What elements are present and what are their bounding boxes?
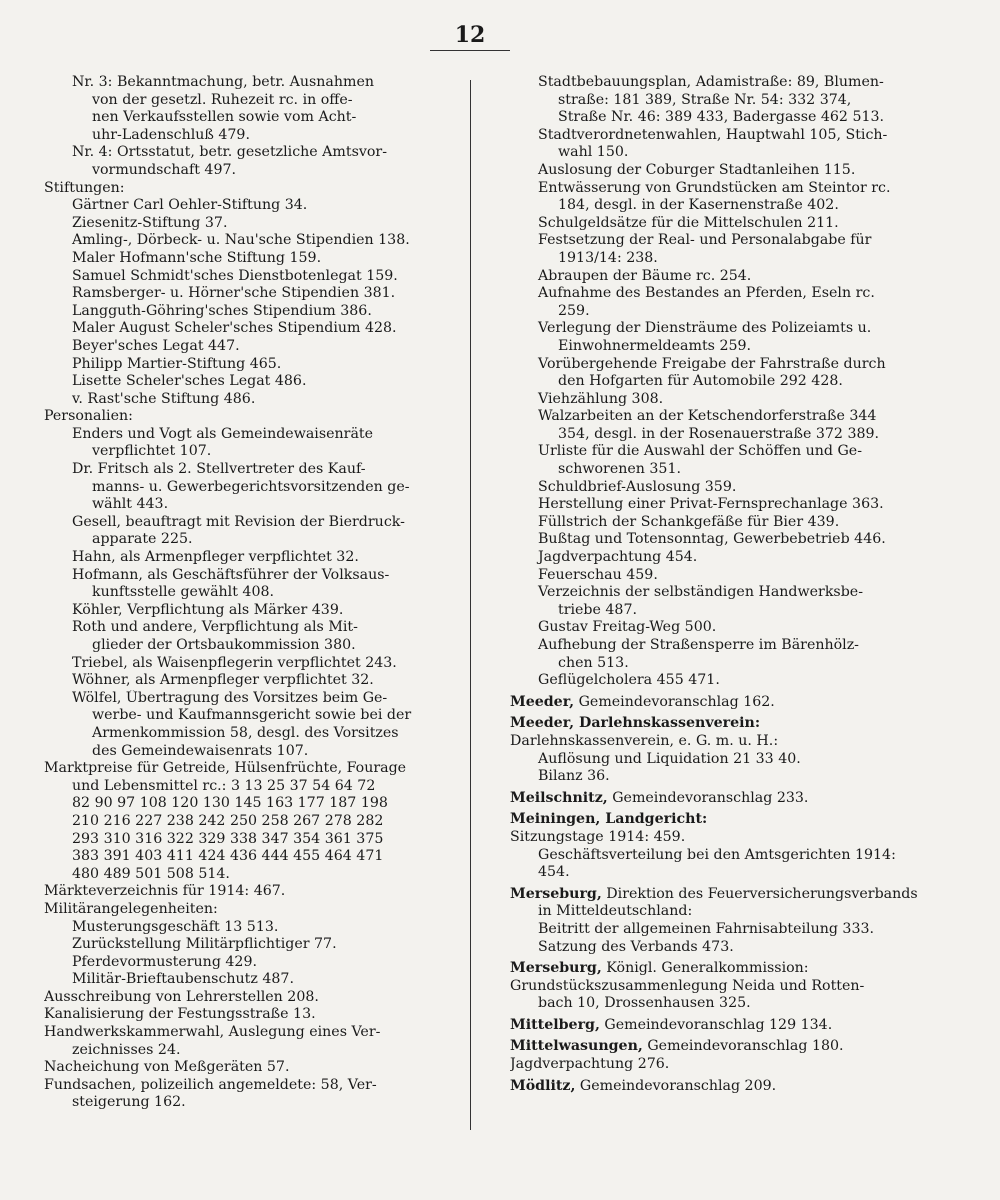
index-heading-rest: Gemeindevoranschlag 233. bbox=[607, 789, 809, 806]
index-line: Verlegung der Diensträume des Polizeiamts u. bbox=[538, 320, 872, 337]
left-column bbox=[44, 74, 456, 1112]
index-line: Enders und Vogt als Gemeindewaisenräte bbox=[72, 425, 373, 442]
index-line: Gesell, beauftragt mit Revision der Bierdruck- bbox=[72, 513, 405, 530]
index-line: 184, desgl. in der Kasernenstraße 402. bbox=[558, 197, 839, 214]
index-line: manns- u. Gewerbegerichtsvorsitzenden ge- bbox=[92, 478, 410, 495]
index-line: Musterungsgeschäft 13 513. bbox=[72, 918, 279, 935]
index-line: glieder der Ortsbaukommission 380. bbox=[92, 637, 356, 653]
index-heading: Meiningen, Landgericht: bbox=[510, 811, 708, 828]
index-line: Amling-, Dörbeck- u. Nau'sche Stipendien 138. bbox=[72, 232, 410, 249]
index-line: Märkteverzeichnis für 1914: 467. bbox=[44, 883, 286, 900]
index-line: Auslosung der Coburger Stadtanleihen 115. bbox=[538, 161, 856, 178]
index-heading: Merseburg, bbox=[510, 885, 602, 902]
index-line: Beitritt der allgemeinen Fahrnisabteilung 333. bbox=[538, 920, 875, 937]
right-column bbox=[510, 74, 930, 1095]
index-heading-rest: Direktion des Feuerversicherungsverbands bbox=[601, 885, 918, 902]
index-line: triebe 487. bbox=[558, 601, 637, 618]
index-heading: Meeder, Darlehnskassenverein: bbox=[510, 715, 761, 732]
index-line: Darlehnskassenverein, e. G. m. u. H.: bbox=[510, 732, 779, 749]
index-line: 259. bbox=[558, 302, 590, 319]
index-line: Jagdverpachtung 454. bbox=[538, 549, 698, 566]
index-line: Dr. Fritsch als 2. Stellvertreter des Kauf- bbox=[72, 461, 366, 478]
index-line: Maler August Scheler'sches Stipendium 428. bbox=[72, 320, 397, 337]
index-line: nen Verkaufsstellen sowie vom Acht- bbox=[92, 109, 357, 126]
index-line: uhr-Ladenschluß 479. bbox=[92, 126, 250, 143]
index-line: Fundsachen, polizeilich angemeldete: 58, Ver- bbox=[44, 1076, 377, 1093]
index-line: Aufhebung der Straßensperre im Bärenhölz- bbox=[538, 637, 859, 653]
index-line: Philipp Martier-Stiftung 465. bbox=[72, 355, 282, 372]
index-line: kunftsstelle gewählt 408. bbox=[92, 584, 275, 601]
index-line: v. Rast'sche Stiftung 486. bbox=[72, 390, 256, 407]
index-heading: Merseburg, bbox=[510, 960, 602, 977]
index-heading: Meeder, bbox=[510, 693, 575, 710]
index-line: 454. bbox=[538, 864, 570, 881]
index-line: Ramsberger- u. Hörner'sche Stipendien 381. bbox=[72, 285, 396, 302]
index-line: Einwohnermeldeamts 259. bbox=[558, 337, 752, 354]
index-heading: Mödlitz, bbox=[510, 1077, 576, 1094]
index-line: Köhler, Verpflichtung als Märker 439. bbox=[72, 601, 344, 618]
index-line: 210 216 227 238 242 250 258 267 278 282 bbox=[72, 812, 384, 829]
page-number: 12 bbox=[454, 22, 486, 48]
index-line bbox=[510, 694, 930, 712]
index-line: schworenen 351. bbox=[558, 461, 681, 478]
index-line: Füllstrich der Schankgefäße für Bier 439. bbox=[538, 513, 840, 530]
index-line: steigerung 162. bbox=[72, 1094, 186, 1111]
index-line: Gärtner Carl Oehler-Stiftung 34. bbox=[72, 197, 308, 214]
index-line: von der gesetzl. Ruhezeit rc. in offe- bbox=[92, 91, 353, 108]
index-line: Schuldbrief-Auslosung 359. bbox=[538, 478, 737, 495]
index-line: Kanalisierung der Festungsstraße 13. bbox=[44, 1006, 316, 1023]
index-line: Straße Nr. 46: 389 433, Badergasse 462 513. bbox=[558, 109, 885, 126]
index-line: Festsetzung der Real- und Personalabgabe für bbox=[538, 232, 872, 249]
index-line: Hofmann, als Geschäftsführer der Volksaus- bbox=[72, 566, 390, 583]
index-line: Verzeichnis der selbständigen Handwerksbe- bbox=[538, 584, 863, 601]
index-heading: Mittelwasungen, bbox=[510, 1038, 643, 1055]
index-line: den Hofgarten für Automobile 292 428. bbox=[558, 373, 843, 390]
index-line: in Mitteldeutschland: bbox=[538, 903, 693, 920]
index-line bbox=[510, 790, 930, 808]
index-line: Aufnahme des Bestandes an Pferden, Eseln rc. bbox=[538, 285, 875, 302]
index-line: 354, desgl. in der Rosenauerstraße 372 389. bbox=[558, 425, 880, 442]
index-line: Ausschreibung von Lehrerstellen 208. bbox=[44, 988, 319, 1005]
index-line: Nr. 4: Ortsstatut, betr. gesetzliche Amtsvor- bbox=[72, 144, 387, 161]
index-line: Viehzählung 308. bbox=[538, 390, 664, 407]
index-line: Bußtag und Totensonntag, Gewerbebetrieb 446. bbox=[538, 531, 886, 548]
index-line: 1913/14: 238. bbox=[558, 249, 658, 266]
index-line: bach 10, Drossenhausen 325. bbox=[538, 995, 751, 1012]
index-line: 293 310 316 322 329 338 347 354 361 375 bbox=[72, 830, 384, 847]
index-line: Bilanz 36. bbox=[538, 768, 610, 785]
index-heading-rest: Gemeindevoranschlag 162. bbox=[574, 693, 775, 710]
index-line: Militärangelegenheiten: bbox=[44, 900, 218, 917]
index-heading-rest: Gemeindevoranschlag 180. bbox=[642, 1038, 844, 1055]
index-line bbox=[510, 1017, 930, 1035]
index-line bbox=[510, 886, 930, 904]
index-line: Roth und andere, Verpflichtung als Mit- bbox=[72, 619, 358, 636]
index-line: Marktpreise für Getreide, Hülsenfrüchte, Fourage bbox=[44, 760, 407, 777]
index-line: verpflichtet 107. bbox=[92, 443, 212, 460]
index-line: Abraupen der Bäume rc. 254. bbox=[538, 267, 752, 284]
index-line: und Lebensmittel rc.: 3 13 25 37 54 64 72 bbox=[72, 777, 376, 794]
index-line: Feuerschau 459. bbox=[538, 566, 658, 583]
index-line: 480 489 501 508 514. bbox=[72, 865, 230, 882]
index-line: Wölfel, Übertragung des Vorsitzes beim Ge- bbox=[72, 689, 388, 706]
index-line: des Gemeindewaisenrats 107. bbox=[92, 742, 309, 759]
index-line: Schulgeldsätze für die Mittelschulen 211. bbox=[538, 214, 839, 231]
index-line: Sitzungstage 1914: 459. bbox=[510, 828, 686, 845]
index-heading: Meilschnitz, bbox=[510, 789, 608, 806]
index-line: Pferdevormusterung 429. bbox=[72, 953, 257, 970]
index-line bbox=[510, 715, 930, 733]
index-line: vormundschaft 497. bbox=[92, 161, 237, 178]
index-line: Nr. 3: Bekanntmachung, betr. Ausnahmen bbox=[72, 74, 375, 90]
index-line: straße: 181 389, Straße Nr. 54: 332 374, bbox=[558, 91, 852, 108]
index-line: zeichnisses 24. bbox=[72, 1041, 181, 1058]
index-line bbox=[510, 1038, 930, 1056]
index-line: Triebel, als Waisenpflegerin verpflichtet 243. bbox=[72, 654, 397, 671]
index-line: Handwerkskammerwahl, Auslegung eines Ver- bbox=[44, 1024, 381, 1041]
index-line: Armenkommission 58, desgl. des Vorsitzes bbox=[92, 724, 399, 741]
index-line bbox=[510, 960, 930, 978]
index-line: apparate 225. bbox=[92, 531, 193, 548]
index-heading-rest: Königl. Generalkommission: bbox=[601, 960, 809, 977]
index-line: Langguth-Göhring'sches Stipendium 386. bbox=[72, 302, 372, 319]
index-line: wahl 150. bbox=[558, 144, 629, 161]
column-divider bbox=[470, 80, 471, 1130]
index-line: 383 391 403 411 424 436 444 455 464 471 bbox=[72, 848, 384, 865]
index-line: Stadtverordnetenwahlen, Hauptwahl 105, Stich- bbox=[538, 126, 888, 143]
index-line: Auflösung und Liquidation 21 33 40. bbox=[538, 750, 801, 767]
index-line: Gustav Freitag-Weg 500. bbox=[538, 619, 717, 636]
index-line: Stadtbebauungsplan, Adamistraße: 89, Blumen- bbox=[538, 74, 884, 90]
index-heading-rest: Gemeindevoranschlag 129 134. bbox=[599, 1016, 833, 1033]
index-line: Satzung des Verbands 473. bbox=[538, 938, 734, 955]
index-line: Militär-Brieftaubenschutz 487. bbox=[72, 971, 294, 988]
index-line: Urliste für die Auswahl der Schöffen und Ge- bbox=[538, 443, 862, 460]
header-rule bbox=[430, 50, 510, 51]
index-line bbox=[510, 1078, 930, 1096]
index-line: chen 513. bbox=[558, 654, 629, 671]
index-line: Maler Hofmann'sche Stiftung 159. bbox=[72, 249, 322, 266]
index-line: Walzarbeiten an der Ketschendorferstraße 344 bbox=[538, 408, 877, 425]
index-line: Lisette Scheler'sches Legat 486. bbox=[72, 373, 307, 390]
index-line: Geschäftsverteilung bei den Amtsgerichten 1914: bbox=[538, 846, 896, 863]
index-line: Grundstückszusammenlegung Neida und Rotten- bbox=[510, 977, 865, 994]
index-line bbox=[510, 811, 930, 829]
index-line: 82 90 97 108 120 130 145 163 177 187 198 bbox=[72, 795, 388, 812]
index-line: Samuel Schmidt'sches Dienstbotenlegat 159. bbox=[72, 267, 398, 284]
index-line: Jagdverpachtung 276. bbox=[510, 1056, 670, 1073]
index-line: Nacheichung von Meßgeräten 57. bbox=[44, 1059, 290, 1076]
index-line: Hahn, als Armenpfleger verpflichtet 32. bbox=[72, 549, 359, 566]
index-line: Beyer'sches Legat 447. bbox=[72, 337, 240, 354]
index-line: Zurückstellung Militärpflichtiger 77. bbox=[72, 936, 337, 953]
index-line: Entwässerung von Grundstücken am Steintor rc. bbox=[538, 179, 891, 196]
index-line: Herstellung einer Privat-Fernsprechanlage 363. bbox=[538, 496, 884, 513]
index-line: wählt 443. bbox=[92, 496, 169, 513]
index-heading: Mittelberg, bbox=[510, 1016, 600, 1033]
index-line: werbe- und Kaufmannsgericht sowie bei der bbox=[92, 707, 412, 724]
index-line: Wöhner, als Armenpfleger verpflichtet 32. bbox=[72, 672, 374, 689]
index-line: Vorübergehende Freigabe der Fahrstraße durch bbox=[538, 355, 886, 372]
index-line: Ziesenitz-Stiftung 37. bbox=[72, 214, 228, 231]
index-line: Personalien: bbox=[44, 408, 133, 425]
index-line: Stiftungen: bbox=[44, 179, 125, 196]
index-heading-rest: Gemeindevoranschlag 209. bbox=[575, 1077, 777, 1094]
index-line: Geflügelcholera 455 471. bbox=[538, 672, 720, 689]
